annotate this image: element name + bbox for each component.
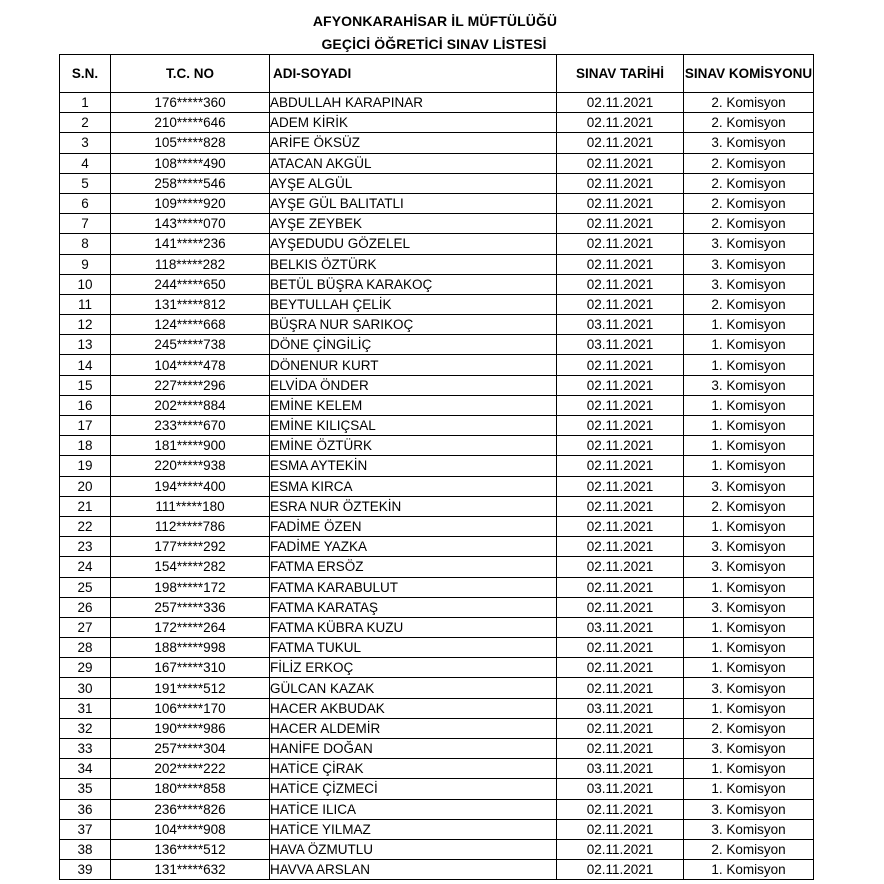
row-exam-date: 02.11.2021 (557, 416, 684, 436)
row-commission: 2. Komisyon (684, 294, 814, 314)
row-full-name: FİLİZ ERKOÇ (270, 658, 557, 678)
table-row (60, 759, 814, 779)
row-tc-number: 257*****304 (111, 739, 270, 759)
row-full-name: BEYTULLAH ÇELİK (270, 294, 557, 314)
row-serial-number: 39 (60, 860, 111, 880)
row-commission: 3. Komisyon (684, 375, 814, 395)
row-full-name: FADİME ÖZEN (270, 516, 557, 536)
document-subtitle: GEÇİCİ ÖĞRETİCİ SINAV LİSTESİ (321, 36, 547, 52)
row-exam-date: 02.11.2021 (557, 294, 684, 314)
row-tc-number: 109*****920 (111, 193, 270, 213)
table-row (60, 355, 814, 375)
row-tc-number: 245*****738 (111, 335, 270, 355)
row-exam-date: 03.11.2021 (557, 335, 684, 355)
row-full-name: FADİME YAZKA (270, 537, 557, 557)
row-tc-number: 244*****650 (111, 274, 270, 294)
row-full-name: HACER AKBUDAK (270, 698, 557, 718)
exam-list-table (59, 54, 814, 880)
row-commission: 1. Komisyon (684, 355, 814, 375)
table-row (60, 638, 814, 658)
table-row (60, 133, 814, 153)
row-full-name: FATMA ERSÖZ (270, 557, 557, 577)
column-header-sn: S.N. (60, 55, 111, 93)
table-body (60, 93, 814, 880)
row-exam-date: 02.11.2021 (557, 819, 684, 839)
row-full-name: HATİCE ÇİZMECİ (270, 779, 557, 799)
table-row (60, 597, 814, 617)
row-tc-number: 233*****670 (111, 416, 270, 436)
row-serial-number: 35 (60, 779, 111, 799)
row-commission: 1. Komisyon (684, 698, 814, 718)
table-row (60, 516, 814, 536)
row-full-name: HAVA ÖZMUTLU (270, 839, 557, 859)
document-title: AFYONKARAHİSAR İL MÜFTÜLÜĞÜ (312, 13, 558, 29)
row-tc-number: 108*****490 (111, 153, 270, 173)
row-serial-number: 31 (60, 698, 111, 718)
row-full-name: BETÜL BÜŞRA KARAKOÇ (270, 274, 557, 294)
row-full-name: FATMA KARATAŞ (270, 597, 557, 617)
row-full-name: HANİFE DOĞAN (270, 739, 557, 759)
row-full-name: DÖNE ÇİNGİLİÇ (270, 335, 557, 355)
row-tc-number: 220*****938 (111, 456, 270, 476)
row-exam-date: 02.11.2021 (557, 456, 684, 476)
row-full-name: EMİNE ÖZTÜRK (270, 436, 557, 456)
row-full-name: AYŞE ALGÜL (270, 173, 557, 193)
row-exam-date: 02.11.2021 (557, 193, 684, 213)
row-exam-date: 03.11.2021 (557, 617, 684, 637)
table-row (60, 678, 814, 698)
row-full-name: ESMA KIRCA (270, 476, 557, 496)
row-full-name: EMİNE KILIÇSAL (270, 416, 557, 436)
table-row (60, 617, 814, 637)
row-commission: 3. Komisyon (684, 537, 814, 557)
row-serial-number: 22 (60, 516, 111, 536)
row-tc-number: 118*****282 (111, 254, 270, 274)
row-tc-number: 154*****282 (111, 557, 270, 577)
table-row (60, 254, 814, 274)
row-exam-date: 02.11.2021 (557, 577, 684, 597)
row-exam-date: 02.11.2021 (557, 658, 684, 678)
table-row (60, 557, 814, 577)
table-row (60, 395, 814, 415)
row-commission: 3. Komisyon (684, 819, 814, 839)
row-tc-number: 172*****264 (111, 617, 270, 637)
table-row (60, 739, 814, 759)
row-serial-number: 16 (60, 395, 111, 415)
row-tc-number: 143*****070 (111, 214, 270, 234)
row-tc-number: 177*****292 (111, 537, 270, 557)
row-tc-number: 202*****884 (111, 395, 270, 415)
row-exam-date: 02.11.2021 (557, 799, 684, 819)
table-row (60, 496, 814, 516)
row-commission: 2. Komisyon (684, 173, 814, 193)
row-commission: 2. Komisyon (684, 153, 814, 173)
row-serial-number: 12 (60, 315, 111, 335)
row-serial-number: 38 (60, 839, 111, 859)
row-exam-date: 03.11.2021 (557, 698, 684, 718)
row-commission: 3. Komisyon (684, 597, 814, 617)
row-commission: 3. Komisyon (684, 476, 814, 496)
row-commission: 2. Komisyon (684, 839, 814, 859)
row-full-name: AYŞE GÜL BALITATLI (270, 193, 557, 213)
row-tc-number: 188*****998 (111, 638, 270, 658)
row-commission: 1. Komisyon (684, 779, 814, 799)
row-tc-number: 111*****180 (111, 496, 270, 516)
row-full-name: ARİFE ÖKSÜZ (270, 133, 557, 153)
table-row (60, 274, 814, 294)
table-row (60, 375, 814, 395)
row-tc-number: 258*****546 (111, 173, 270, 193)
row-tc-number: 191*****512 (111, 678, 270, 698)
row-tc-number: 194*****400 (111, 476, 270, 496)
row-exam-date: 02.11.2021 (557, 375, 684, 395)
row-exam-date: 02.11.2021 (557, 739, 684, 759)
row-commission: 3. Komisyon (684, 799, 814, 819)
row-tc-number: 136*****512 (111, 839, 270, 859)
row-exam-date: 02.11.2021 (557, 476, 684, 496)
row-full-name: FATMA KÜBRA KUZU (270, 617, 557, 637)
row-tc-number: 112*****786 (111, 516, 270, 536)
row-commission: 1. Komisyon (684, 395, 814, 415)
row-commission: 2. Komisyon (684, 214, 814, 234)
row-commission: 3. Komisyon (684, 274, 814, 294)
row-exam-date: 03.11.2021 (557, 315, 684, 335)
row-commission: 2. Komisyon (684, 113, 814, 133)
row-exam-date: 02.11.2021 (557, 638, 684, 658)
row-tc-number: 190*****986 (111, 718, 270, 738)
table-row (60, 436, 814, 456)
row-full-name: HATİCE ÇİRAK (270, 759, 557, 779)
row-commission: 1. Komisyon (684, 315, 814, 335)
row-full-name: HAVVA ARSLAN (270, 860, 557, 880)
row-serial-number: 24 (60, 557, 111, 577)
row-tc-number: 167*****310 (111, 658, 270, 678)
row-full-name: ATACAN AKGÜL (270, 153, 557, 173)
row-full-name: AYŞEDUDU GÖZELEL (270, 234, 557, 254)
row-exam-date: 02.11.2021 (557, 113, 684, 133)
column-header-commission: SINAV KOMİSYONU (684, 55, 814, 93)
row-tc-number: 236*****826 (111, 799, 270, 819)
row-serial-number: 34 (60, 759, 111, 779)
row-serial-number: 15 (60, 375, 111, 395)
row-tc-number: 198*****172 (111, 577, 270, 597)
row-exam-date: 02.11.2021 (557, 93, 684, 113)
table-row (60, 456, 814, 476)
row-commission: 1. Komisyon (684, 456, 814, 476)
row-serial-number: 33 (60, 739, 111, 759)
table-row (60, 537, 814, 557)
table-row (60, 193, 814, 213)
table-row (60, 335, 814, 355)
table-row (60, 113, 814, 133)
table-row (60, 718, 814, 738)
row-serial-number: 1 (60, 93, 111, 113)
row-full-name: BÜŞRA NUR SARIKOÇ (270, 315, 557, 335)
row-exam-date: 02.11.2021 (557, 395, 684, 415)
row-serial-number: 11 (60, 294, 111, 314)
row-commission: 1. Komisyon (684, 617, 814, 637)
row-tc-number: 104*****478 (111, 355, 270, 375)
row-exam-date: 03.11.2021 (557, 779, 684, 799)
row-serial-number: 27 (60, 617, 111, 637)
row-serial-number: 5 (60, 173, 111, 193)
row-full-name: ADEM KİRİK (270, 113, 557, 133)
row-serial-number: 7 (60, 214, 111, 234)
row-tc-number: 106*****170 (111, 698, 270, 718)
row-serial-number: 3 (60, 133, 111, 153)
row-exam-date: 02.11.2021 (557, 597, 684, 617)
row-full-name: GÜLCAN KAZAK (270, 678, 557, 698)
row-exam-date: 02.11.2021 (557, 516, 684, 536)
row-serial-number: 28 (60, 638, 111, 658)
table-row (60, 214, 814, 234)
row-commission: 2. Komisyon (684, 496, 814, 516)
row-exam-date: 02.11.2021 (557, 173, 684, 193)
row-exam-date: 02.11.2021 (557, 436, 684, 456)
row-commission: 3. Komisyon (684, 739, 814, 759)
row-exam-date: 02.11.2021 (557, 678, 684, 698)
table-row (60, 839, 814, 859)
table-row (60, 153, 814, 173)
row-full-name: HACER ALDEMİR (270, 718, 557, 738)
row-commission: 1. Komisyon (684, 658, 814, 678)
row-exam-date: 02.11.2021 (557, 860, 684, 880)
column-header-name: ADI-SOYADI (270, 55, 557, 93)
table-row (60, 819, 814, 839)
row-tc-number: 176*****360 (111, 93, 270, 113)
table-header-row (60, 55, 814, 93)
row-exam-date: 02.11.2021 (557, 153, 684, 173)
row-tc-number: 131*****812 (111, 294, 270, 314)
row-exam-date: 02.11.2021 (557, 214, 684, 234)
table-row (60, 173, 814, 193)
row-full-name: ESMA AYTEKİN (270, 456, 557, 476)
row-serial-number: 29 (60, 658, 111, 678)
row-commission: 2. Komisyon (684, 718, 814, 738)
row-tc-number: 131*****632 (111, 860, 270, 880)
row-exam-date: 03.11.2021 (557, 759, 684, 779)
row-serial-number: 23 (60, 537, 111, 557)
row-commission: 1. Komisyon (684, 335, 814, 355)
row-tc-number: 141*****236 (111, 234, 270, 254)
row-full-name: FATMA KARABULUT (270, 577, 557, 597)
row-tc-number: 180*****858 (111, 779, 270, 799)
row-full-name: EMİNE KELEM (270, 395, 557, 415)
table-row (60, 698, 814, 718)
row-full-name: DÖNENUR KURT (270, 355, 557, 375)
row-serial-number: 4 (60, 153, 111, 173)
row-full-name: AYŞE ZEYBEK (270, 214, 557, 234)
row-serial-number: 8 (60, 234, 111, 254)
row-exam-date: 02.11.2021 (557, 496, 684, 516)
row-commission: 1. Komisyon (684, 516, 814, 536)
row-commission: 3. Komisyon (684, 234, 814, 254)
row-exam-date: 02.11.2021 (557, 557, 684, 577)
row-tc-number: 105*****828 (111, 133, 270, 153)
row-commission: 1. Komisyon (684, 638, 814, 658)
row-serial-number: 6 (60, 193, 111, 213)
row-commission: 3. Komisyon (684, 254, 814, 274)
row-full-name: BELKIS ÖZTÜRK (270, 254, 557, 274)
row-commission: 1. Komisyon (684, 577, 814, 597)
row-commission: 3. Komisyon (684, 678, 814, 698)
row-commission: 3. Komisyon (684, 133, 814, 153)
table-row (60, 416, 814, 436)
row-full-name: ESRA NUR ÖZTEKİN (270, 496, 557, 516)
row-serial-number: 13 (60, 335, 111, 355)
row-commission: 1. Komisyon (684, 860, 814, 880)
row-serial-number: 36 (60, 799, 111, 819)
row-serial-number: 2 (60, 113, 111, 133)
row-full-name: ABDULLAH KARAPINAR (270, 93, 557, 113)
row-full-name: ELVİDA ÖNDER (270, 375, 557, 395)
table-row (60, 294, 814, 314)
row-commission: 1. Komisyon (684, 759, 814, 779)
row-commission: 3. Komisyon (684, 557, 814, 577)
row-serial-number: 26 (60, 597, 111, 617)
table-row (60, 315, 814, 335)
row-serial-number: 21 (60, 496, 111, 516)
table-row (60, 234, 814, 254)
row-full-name: HATİCE ILICA (270, 799, 557, 819)
table-row (60, 779, 814, 799)
row-tc-number: 257*****336 (111, 597, 270, 617)
row-serial-number: 25 (60, 577, 111, 597)
row-exam-date: 02.11.2021 (557, 537, 684, 557)
column-header-tc-no: T.C. NO (111, 55, 270, 93)
row-serial-number: 18 (60, 436, 111, 456)
column-header-exam-date: SINAV TARİHİ (557, 55, 684, 93)
row-commission: 1. Komisyon (684, 436, 814, 456)
row-tc-number: 210*****646 (111, 113, 270, 133)
row-serial-number: 10 (60, 274, 111, 294)
table-row (60, 860, 814, 880)
row-serial-number: 30 (60, 678, 111, 698)
row-serial-number: 20 (60, 476, 111, 496)
row-tc-number: 202*****222 (111, 759, 270, 779)
row-exam-date: 02.11.2021 (557, 274, 684, 294)
row-serial-number: 14 (60, 355, 111, 375)
row-commission: 2. Komisyon (684, 93, 814, 113)
table-row (60, 799, 814, 819)
row-tc-number: 227*****296 (111, 375, 270, 395)
row-full-name: HATİCE YILMAZ (270, 819, 557, 839)
row-full-name: FATMA TUKUL (270, 638, 557, 658)
row-serial-number: 9 (60, 254, 111, 274)
row-commission: 2. Komisyon (684, 193, 814, 213)
row-tc-number: 124*****668 (111, 315, 270, 335)
row-exam-date: 02.11.2021 (557, 839, 684, 859)
row-serial-number: 32 (60, 718, 111, 738)
table-row (60, 658, 814, 678)
table-row (60, 577, 814, 597)
row-exam-date: 02.11.2021 (557, 718, 684, 738)
row-exam-date: 02.11.2021 (557, 254, 684, 274)
row-exam-date: 02.11.2021 (557, 234, 684, 254)
row-commission: 1. Komisyon (684, 416, 814, 436)
table-row (60, 476, 814, 496)
row-serial-number: 17 (60, 416, 111, 436)
row-exam-date: 02.11.2021 (557, 133, 684, 153)
table-row (60, 93, 814, 113)
row-serial-number: 37 (60, 819, 111, 839)
row-serial-number: 19 (60, 456, 111, 476)
row-tc-number: 181*****900 (111, 436, 270, 456)
row-exam-date: 02.11.2021 (557, 355, 684, 375)
row-tc-number: 104*****908 (111, 819, 270, 839)
